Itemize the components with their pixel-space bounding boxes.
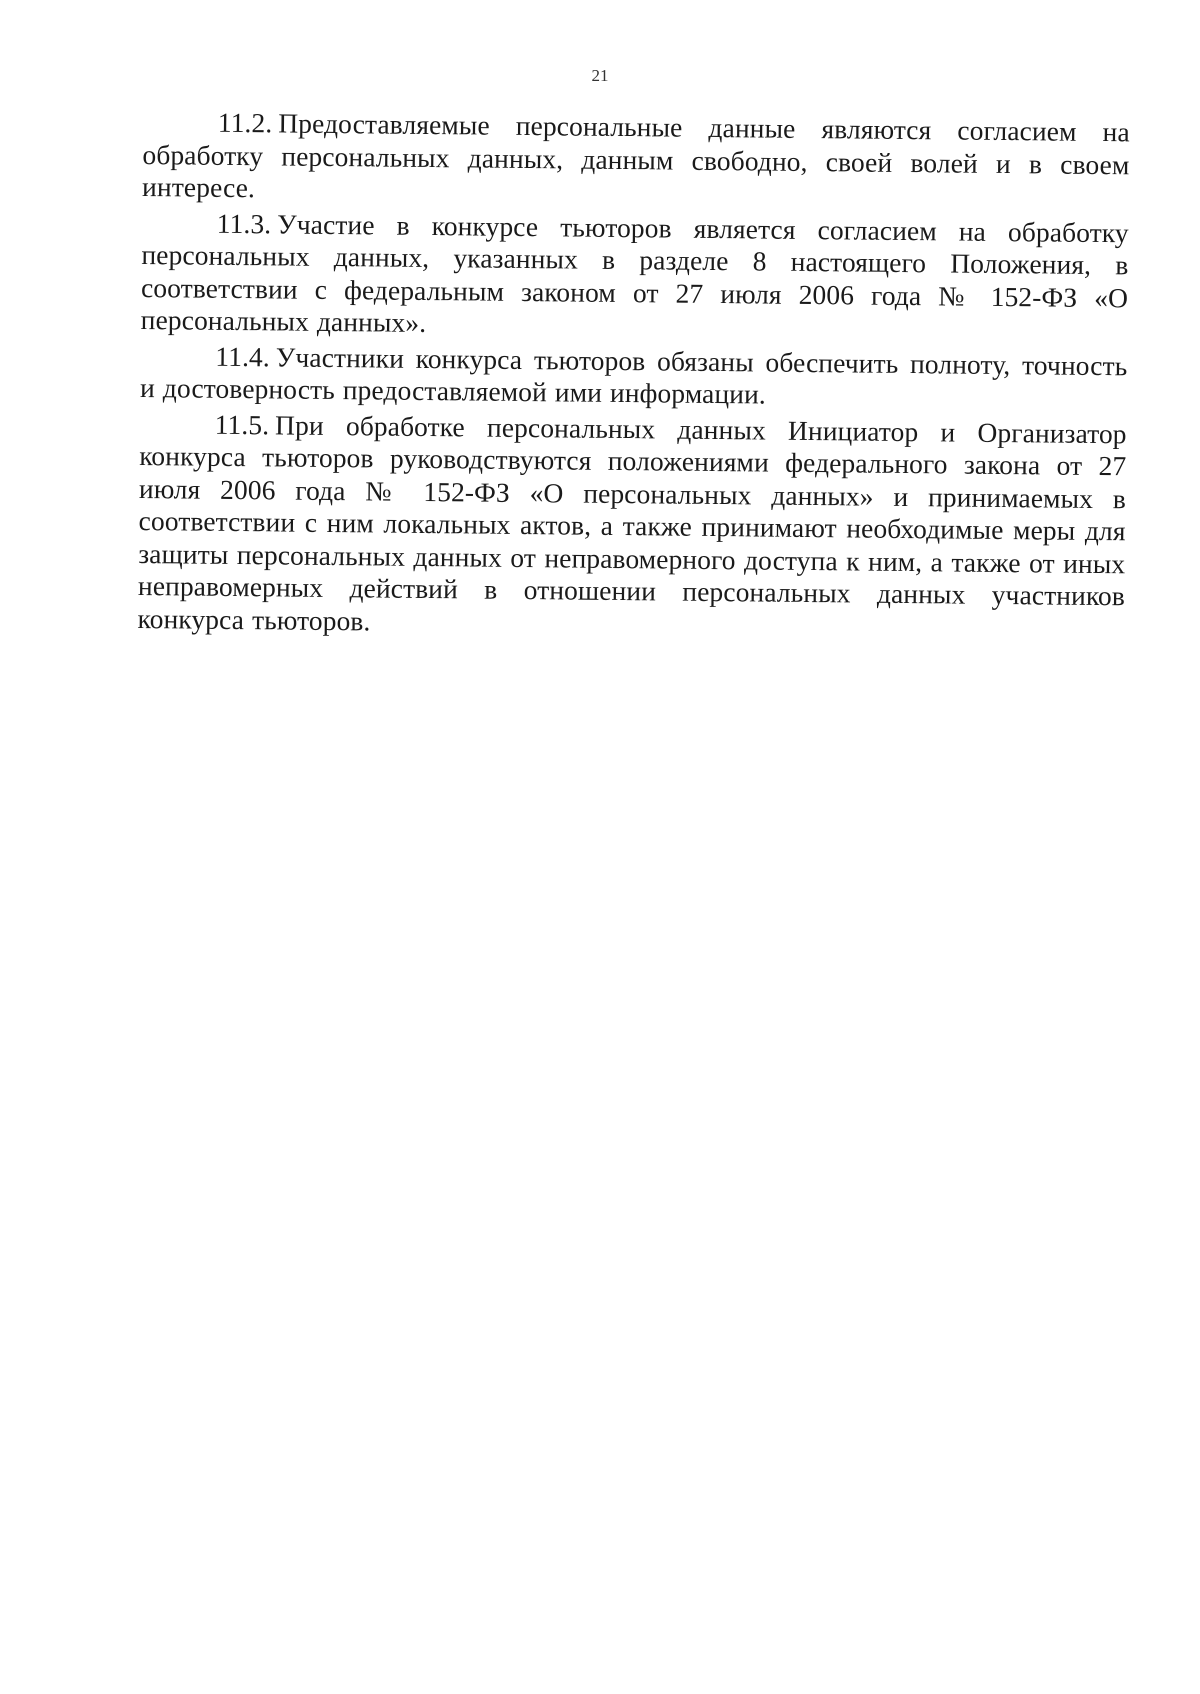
paragraph-number: 11.5.: [214, 408, 270, 440]
paragraph-text: Участие в конкурсе тьюторов является согласием на обработку персональных данных, указанных в разделе 8 настоящего Положения, в соответствии с федеральным законом от 27 июля 2006 года № 152-ФЗ «О персональных данных».: [140, 207, 1129, 338]
page-number: 21: [591, 66, 609, 85]
paragraph-11-2: [142, 106, 1130, 214]
paragraph-11-3: [141, 206, 1129, 346]
paragraph-11-5: [137, 407, 1126, 645]
paragraph-number: 11.3.: [216, 207, 272, 239]
document-body: [137, 106, 1130, 648]
paragraph-number: 11.2.: [217, 106, 273, 139]
paragraph-text: При обработке персональных данных Инициатор и Организатор конкурса тьюторов руководствуются положениями федерального закона от 27 июля 2006 года № 152-ФЗ «О персональных данных» и принимаемых в соответствии с ним локальных актов, а также принимают необходимые меры для защиты персональных данных от неправомерного доступа к ним, а также от иных неправомерных действий в отношении персональных данных участников конкурса тьюторов.: [137, 408, 1127, 636]
paragraph-number: 11.4.: [215, 340, 271, 372]
paragraph-11-4: [140, 339, 1128, 414]
paragraph-text: Предоставляемые персональные данные являются согласием на обработку персональных данных, данным свободно, своей волей и в своем интересе.: [141, 107, 1130, 204]
paragraph-text: Участники конкурса тьюторов обязаны обеспечить полноту, точность и достоверность предоставляемой ими информации.: [139, 340, 1128, 410]
